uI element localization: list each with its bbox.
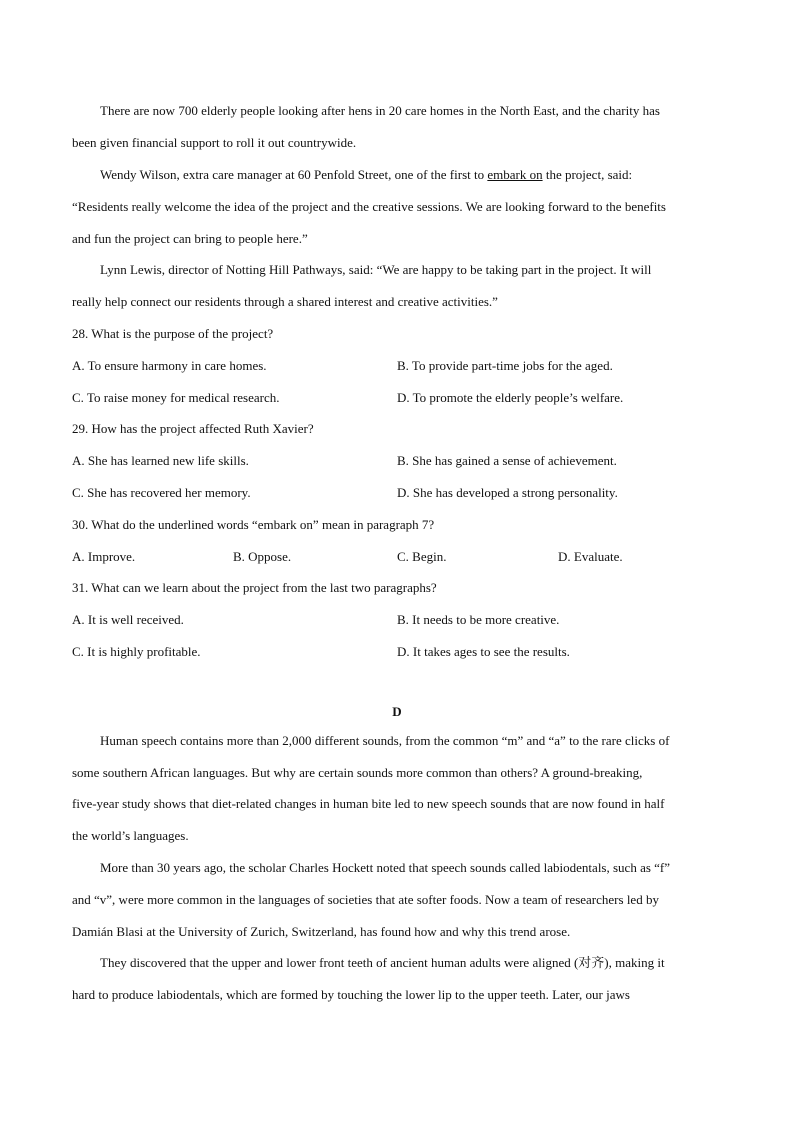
option-d: D. She has developed a strong personality. xyxy=(397,485,618,500)
option-b: B. She has gained a sense of achievement. xyxy=(397,453,617,468)
text-span: the project, said: xyxy=(542,167,633,182)
paragraph-line: really help connect our residents through a shared interest and creative activities.” xyxy=(72,294,498,309)
paragraph-line: and “v”, were more common in the languages of societies that ate softer foods. Now a team of researchers led by xyxy=(72,892,659,907)
paragraph-line: five-year study shows that diet-related changes in human bite led to new speech sounds that are now found in half xyxy=(72,796,665,811)
paragraph-line: There are now 700 elderly people looking after hens in 20 care homes in the North East, and the charity has xyxy=(100,103,660,118)
option-b: B. It needs to be more creative. xyxy=(397,612,560,627)
option-a: A. She has learned new life skills. xyxy=(72,453,249,468)
option-a: A. Improve. xyxy=(72,549,136,564)
section-heading: D xyxy=(392,704,402,719)
option-c: C. To raise money for medical research. xyxy=(72,390,280,405)
option-b: B. To provide part-time jobs for the aged. xyxy=(397,358,613,373)
option-d: D. Evaluate. xyxy=(558,549,623,564)
paragraph-line: More than 30 years ago, the scholar Charles Hockett noted that speech sounds called labiodentals, such as “f” xyxy=(100,860,671,875)
question-stem: 28. What is the purpose of the project? xyxy=(72,326,274,341)
option-d: D. To promote the elderly people’s welfare. xyxy=(397,390,624,405)
option-c: C. It is highly profitable. xyxy=(72,644,201,659)
paragraph-line xyxy=(100,168,632,181)
option-a: A. It is well received. xyxy=(72,612,184,627)
question-stem: 31. What can we learn about the project from the last two paragraphs? xyxy=(72,580,437,595)
text-span: Wendy Wilson, extra care manager at 60 Penfold Street, one of the first to xyxy=(100,167,488,182)
underlined-phrase: embark on xyxy=(487,167,543,182)
option-a: A. To ensure harmony in care homes. xyxy=(72,358,267,373)
paragraph-line: the world’s languages. xyxy=(72,828,189,843)
paragraph-line: Lynn Lewis, director of Notting Hill Pathways, said: “We are happy to be taking part in the project. It will xyxy=(100,262,652,277)
paragraph-line: They discovered that the upper and lower front teeth of ancient human adults were aligned (对齐), making it xyxy=(100,955,665,970)
paragraph-line: hard to produce labiodentals, which are formed by touching the lower lip to the upper teeth. Later, our jaws xyxy=(72,987,630,1002)
question-stem: 30. What do the underlined words “embark on” mean in paragraph 7? xyxy=(72,517,435,532)
paragraph-line: Damián Blasi at the University of Zurich, Switzerland, has found how and why this trend arose. xyxy=(72,924,571,939)
paragraph-line: some southern African languages. But why are certain sounds more common than others? A ground-breaking, xyxy=(72,765,643,780)
paragraph-line: “Residents really welcome the idea of the project and the creative sessions. We are looking forward to the benefits xyxy=(72,199,666,214)
paragraph-line: been given financial support to roll it out countrywide. xyxy=(72,135,357,150)
option-c: C. Begin. xyxy=(397,549,447,564)
paragraph-line: and fun the project can bring to people here.” xyxy=(72,231,308,246)
option-c: C. She has recovered her memory. xyxy=(72,485,251,500)
paragraph-line: Human speech contains more than 2,000 different sounds, from the common “m” and “a” to the rare clicks of xyxy=(100,733,670,748)
question-stem: 29. How has the project affected Ruth Xavier? xyxy=(72,421,314,436)
option-b: B. Oppose. xyxy=(233,549,292,564)
option-d: D. It takes ages to see the results. xyxy=(397,644,570,659)
